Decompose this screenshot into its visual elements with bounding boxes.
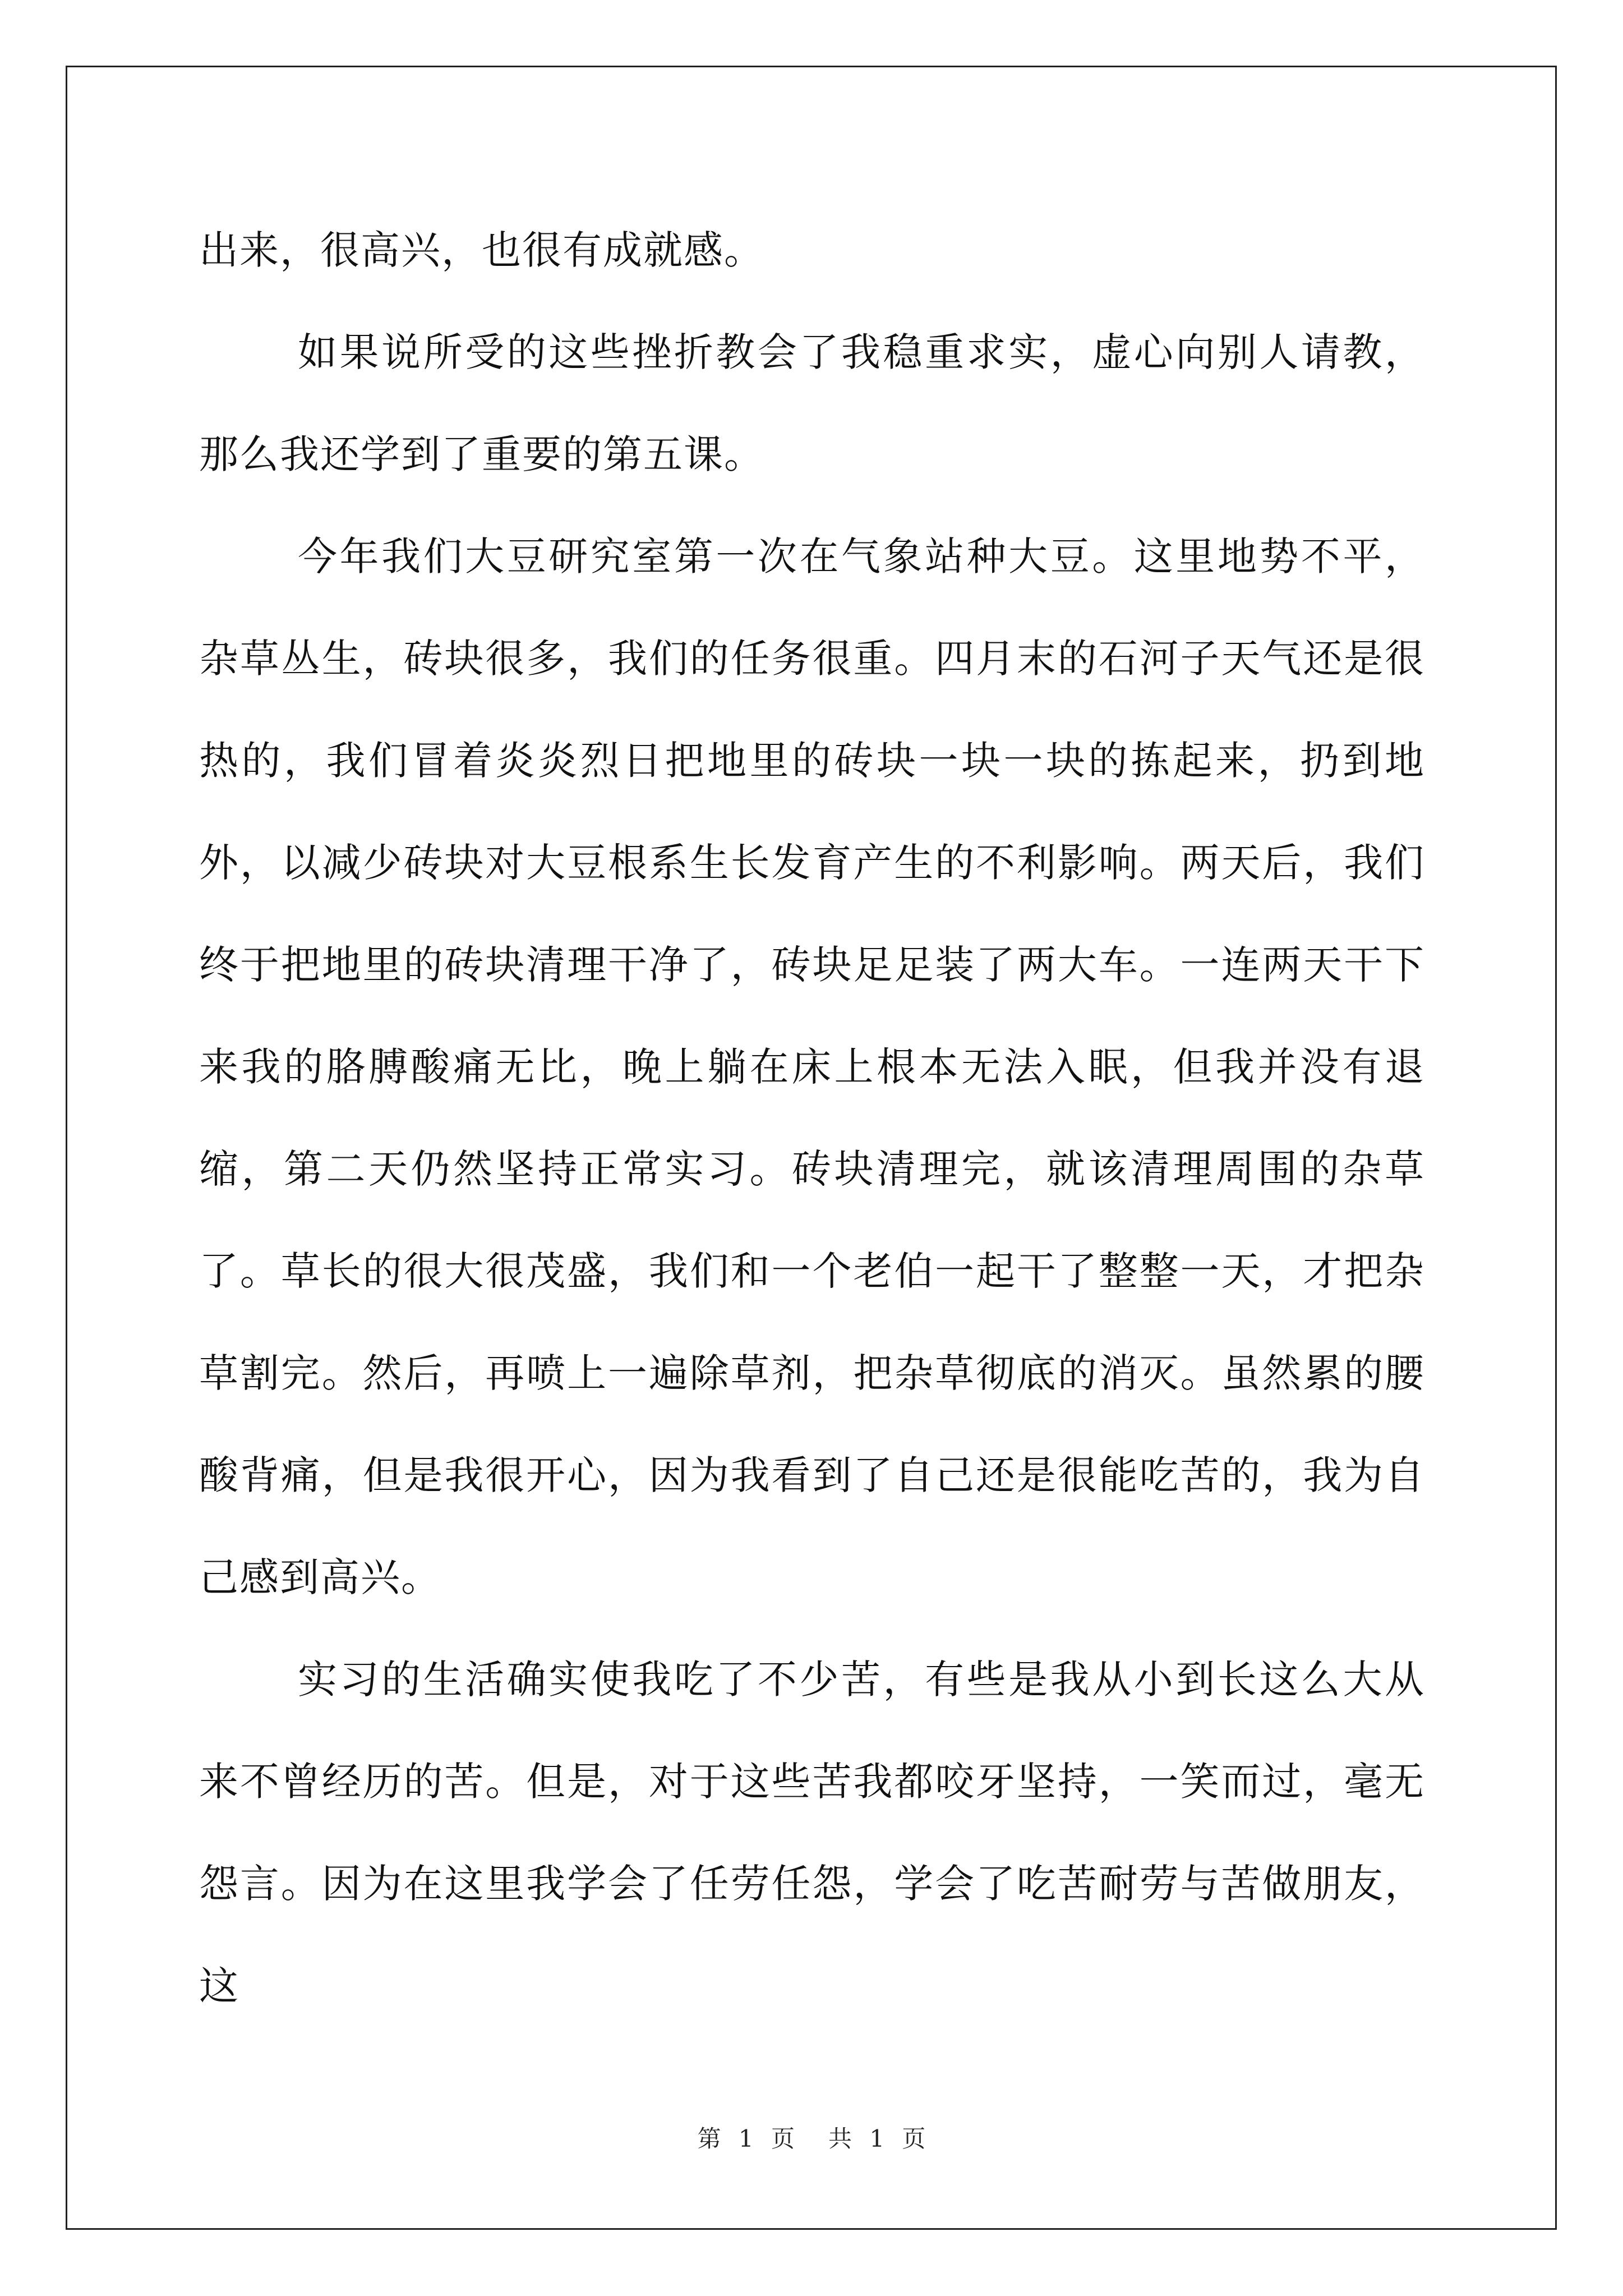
page-footer [0, 2120, 1623, 2154]
paragraph-1: 出来，很高兴，也很有成就感。 [199, 227, 764, 273]
page-number: 第 1 页 [697, 2125, 795, 2152]
paragraph-3: 今年我们大豆研究室第一次在气象站种大豆。这里地势不平，杂草丛生，砖块很多，我们的任务很重。四月末的石河子天气还是很热的，我们冒着炎炎烈日把地里的砖块一块一块的拣起来，扔到地外，以减少砖块对大豆根系生长发育产生的不利影响。两天后，我们终于把地里的砖块清理干净了，砖块足足装了两大车。一连两天干下来我的胳膊酸痛无比，晚上躺在床上根本无法入眠，但我并没有退缩，第二天仍然坚持正常实习。砖块清理完，就该清理周围的杂草了。草长的很大很茂盛，我们和一个老伯一起干了整整一天，才把杂草割完。然后，再喷上一遍除草剂，把杂草彻底的消灭。虽然累的腰酸背痛，但是我很开心，因为我看到了自己还是很能吃苦的，我为自己感到高兴。 [199, 533, 1425, 1600]
paragraph-2: 如果说所受的这些挫折教会了我稳重求实，虚心向别人请教，那么我还学到了重要的第五课。 [199, 329, 1425, 477]
document-body [199, 199, 1425, 2037]
page-total: 共 1 页 [828, 2125, 926, 2152]
paragraph-4: 实习的生活确实使我吃了不少苦，有些是我从小到长这么大从来不曾经历的苦。但是，对于这些苦我都咬牙坚持，一笑而过，毫无怨言。因为在这里我学会了任劳任怨，学会了吃苦耐劳与苦做朋友，这 [199, 1657, 1425, 2009]
